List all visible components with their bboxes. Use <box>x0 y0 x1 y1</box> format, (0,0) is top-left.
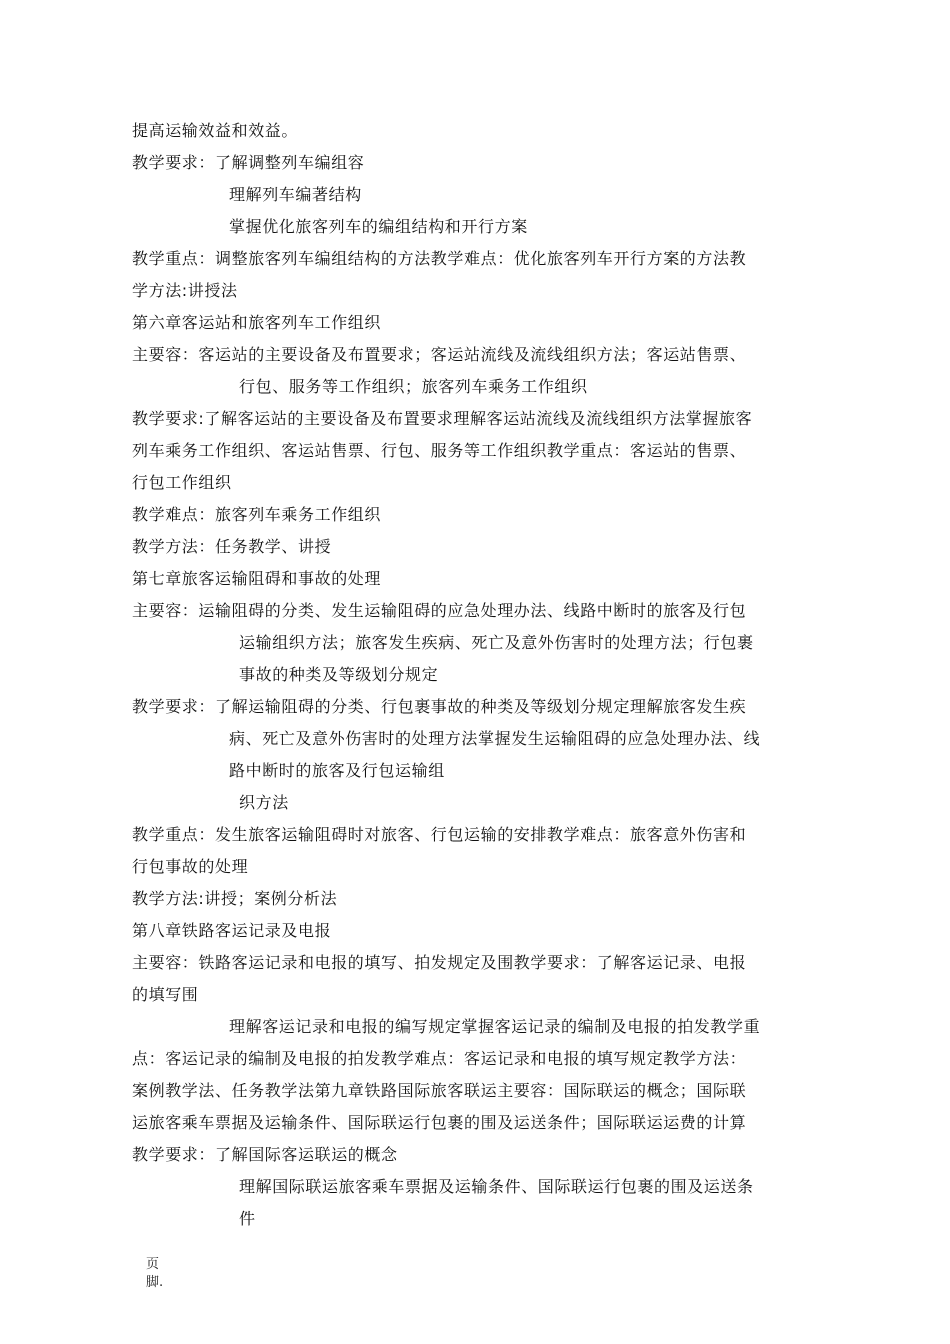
text-line: 病、死亡及意外伤害时的处理方法掌握发生运输阻碍的应急处理办法、线 <box>229 729 761 748</box>
chapter-heading: 第六章客运站和旅客列车工作组织 <box>132 313 382 332</box>
text-line: 教学方法:讲授；案例分析法 <box>132 889 338 908</box>
text-line: 运旅客乘车票据及运输条件、国际联运行包裹的围及运送条件；国际联运运费的计算 <box>132 1113 747 1132</box>
text-line: 运输组织方法；旅客发生疾病、死亡及意外伤害时的处理方法；行包裹 <box>239 633 754 652</box>
text-line: 点：客运记录的编制及电报的拍发教学难点：客运记录和电报的填写规定教学方法： <box>132 1049 747 1068</box>
page-footer-line1: 页 <box>146 1257 160 1272</box>
text-line: 教学要求：了解调整列车编组容 <box>132 153 365 172</box>
text-line: 掌握优化旅客列车的编组结构和开行方案 <box>229 217 528 236</box>
text-line: 教学难点：旅客列车乘务工作组织 <box>132 505 382 524</box>
text-line: 教学要求：了解国际客运联运的概念 <box>132 1145 398 1164</box>
text-line: 列车乘务工作组织、客运站售票、行包、服务等工作组织教学重点：客运站的售票、 <box>132 441 747 460</box>
text-line: 理解列车编著结构 <box>229 185 362 204</box>
text-line: 主要容：客运站的主要设备及布置要求；客运站流线及流线组织方法；客运站售票、 <box>132 345 747 364</box>
chapter-heading: 第八章铁路客运记录及电报 <box>132 921 332 940</box>
text-line: 织方法 <box>239 793 289 812</box>
text-line: 教学要求:了解客运站的主要设备及布置要求理解客运站流线及流线组织方法掌握旅客 <box>132 409 753 428</box>
text-line: 理解国际联运旅客乘车票据及运输条件、国际联运行包裹的围及运送条 <box>239 1177 754 1196</box>
text-line: 的填写围 <box>132 985 199 1004</box>
text-line: 事故的种类及等级划分规定 <box>239 665 439 684</box>
text-line: 主要容：铁路客运记录和电报的填写、拍发规定及围教学要求：了解客运记录、电报 <box>132 953 747 972</box>
text-line: 行包事故的处理 <box>132 857 249 876</box>
text-line: 行包、服务等工作组织；旅客列车乘务工作组织 <box>239 377 588 396</box>
page-footer-line2: 脚. <box>146 1275 164 1290</box>
text-line: 理解客运记录和电报的编写规定掌握客运记录的编制及电报的拍发教学重 <box>229 1017 761 1036</box>
text-line: 教学重点：调整旅客列车编组结构的方法教学难点：优化旅客列车开行方案的方法教 <box>132 249 747 268</box>
text-line: 教学要求：了解运输阻碍的分类、行包裹事故的种类及等级划分规定理解旅客发生疾 <box>132 697 747 716</box>
text-line: 学方法:讲授法 <box>132 281 238 300</box>
text-line: 件 <box>239 1209 256 1228</box>
text-line: 教学方法：任务教学、讲授 <box>132 537 332 556</box>
text-line: 行包工作组织 <box>132 473 232 492</box>
text-line: 路中断时的旅客及行包运输组 <box>229 761 445 780</box>
text-line: 提高运输效益和效益。 <box>132 121 299 140</box>
text-line: 案例教学法、任务教学法第九章铁路国际旅客联运主要容：国际联运的概念；国际联 <box>132 1081 747 1100</box>
chapter-heading: 第七章旅客运输阻碍和事故的处理 <box>132 569 382 588</box>
text-line: 教学重点：发生旅客运输阻碍时对旅客、行包运输的安排教学难点：旅客意外伤害和 <box>132 825 747 844</box>
text-line: 主要容：运输阻碍的分类、发生运输阻碍的应急处理办法、线路中断时的旅客及行包 <box>132 601 747 620</box>
